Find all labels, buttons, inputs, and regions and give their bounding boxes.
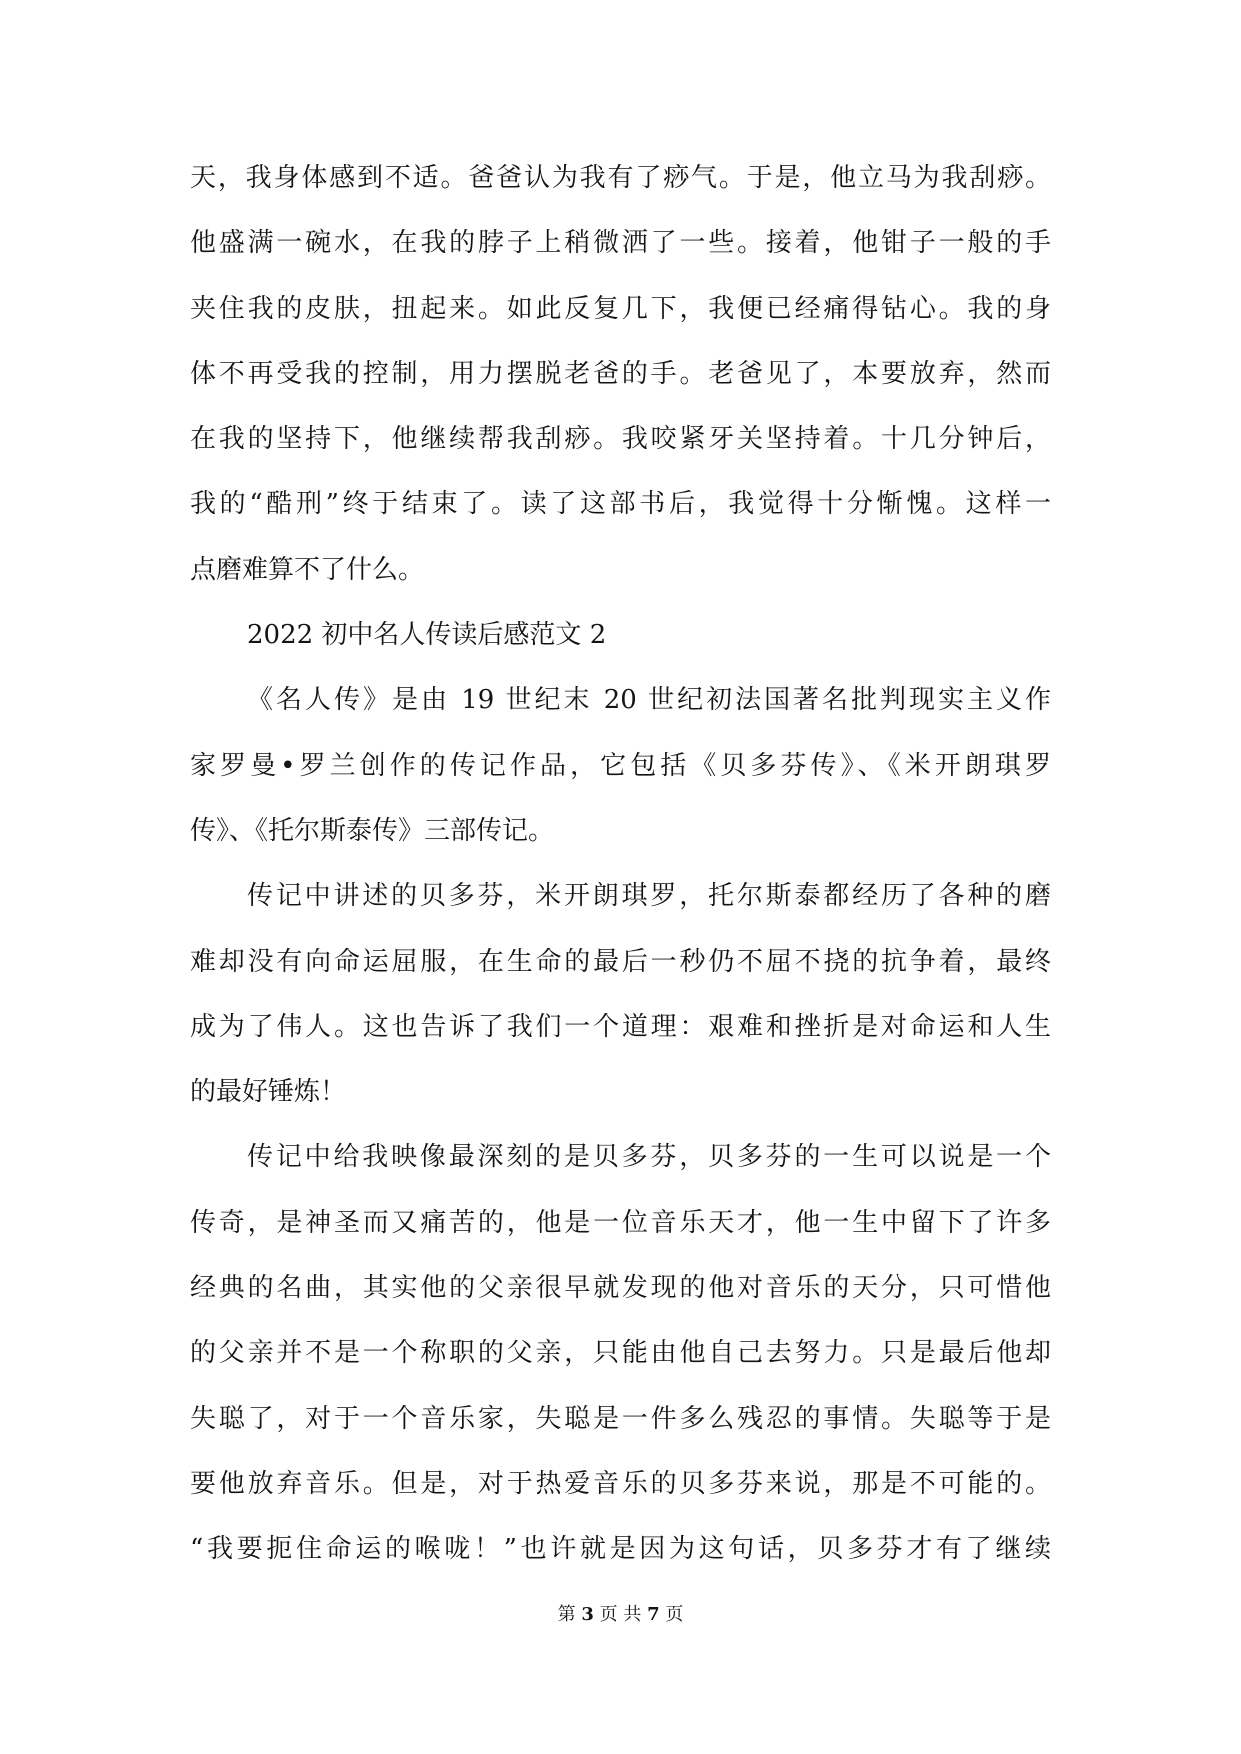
text-line: 体不再受我的控制，用力摆脱老爸的手。老爸见了，本要放弃，然而 xyxy=(190,358,1051,389)
paragraph xyxy=(190,864,1051,1125)
text-line: 的最好锤炼！ xyxy=(190,1077,347,1108)
text-line: 他盛满一碗水，在我的脖子上稍微洒了一些。接着，他钳子一般的手 xyxy=(190,228,1051,259)
paragraph-continued xyxy=(190,146,1051,603)
text-line: 的父亲并不是一个称职的父亲，只能由他自己去努力。只是最后他却 xyxy=(190,1338,1051,1369)
footer-suffix: 页 xyxy=(665,1604,684,1625)
paragraph xyxy=(190,668,1051,864)
text-line: 传》、《托尔斯泰传》三部传记。 xyxy=(190,815,555,846)
text-line: 夹住我的皮肤，扭起来。如此反复几下，我便已经痛得钻心。我的身 xyxy=(190,293,1051,324)
document-body xyxy=(190,146,1051,1583)
text-line: 失聪了，对于一个音乐家，失聪是一件多么残忍的事情。失聪等于是 xyxy=(190,1403,1051,1434)
current-page-number: 3 xyxy=(581,1604,594,1625)
text-line: “我要扼住命运的喉咙！”也许就是因为这句话，贝多芬才有了继续 xyxy=(190,1534,1051,1565)
footer-prefix: 第 xyxy=(557,1604,576,1625)
footer-middle: 页 共 xyxy=(599,1604,642,1625)
text-line: 成为了伟人。这也告诉了我们一个道理：艰难和挫折是对命运和人生 xyxy=(190,1011,1051,1042)
section-heading: 2022 初中名人传读后感范文 2 xyxy=(247,620,607,651)
text-line: 家罗曼•罗兰创作的传记作品，它包括《贝多芬传》、《米开朗琪罗 xyxy=(190,750,1051,781)
page-footer xyxy=(0,1603,1241,1627)
text-line: 传记中讲述的贝多芬，米开朗琪罗，托尔斯泰都经历了各种的磨 xyxy=(247,881,1051,912)
text-line: 难却没有向命运屈服，在生命的最后一秒仍不屈不挠的抗争着，最终 xyxy=(190,946,1051,977)
text-line: 天，我身体感到不适。爸爸认为我有了痧气。于是，他立马为我刮痧。 xyxy=(190,163,1051,193)
paragraph xyxy=(190,1125,1051,1582)
text-line: 传记中给我映像最深刻的是贝多芬，贝多芬的一生可以说是一个 xyxy=(247,1142,1051,1173)
total-pages-number: 7 xyxy=(647,1604,660,1625)
text-line: 传奇，是神圣而又痛苦的，他是一位音乐天才，他一生中留下了许多 xyxy=(190,1207,1051,1238)
text-line: 要他放弃音乐。但是，对于热爱音乐的贝多芬来说，那是不可能的。 xyxy=(190,1468,1051,1499)
text-line: 《名人传》是由 19 世纪末 20 世纪初法国著名批判现实主义作 xyxy=(247,685,1051,716)
text-line: 我的“酷刑”终于结束了。读了这部书后，我觉得十分惭愧。这样一 xyxy=(190,489,1051,520)
text-line: 经典的名曲，其实他的父亲很早就发现的他对音乐的天分，只可惜他 xyxy=(190,1273,1051,1304)
text-line: 在我的坚持下，他继续帮我刮痧。我咬紧牙关坚持着。十几分钟后， xyxy=(190,424,1051,455)
text-line: 点磨难算不了什么。 xyxy=(190,554,425,585)
